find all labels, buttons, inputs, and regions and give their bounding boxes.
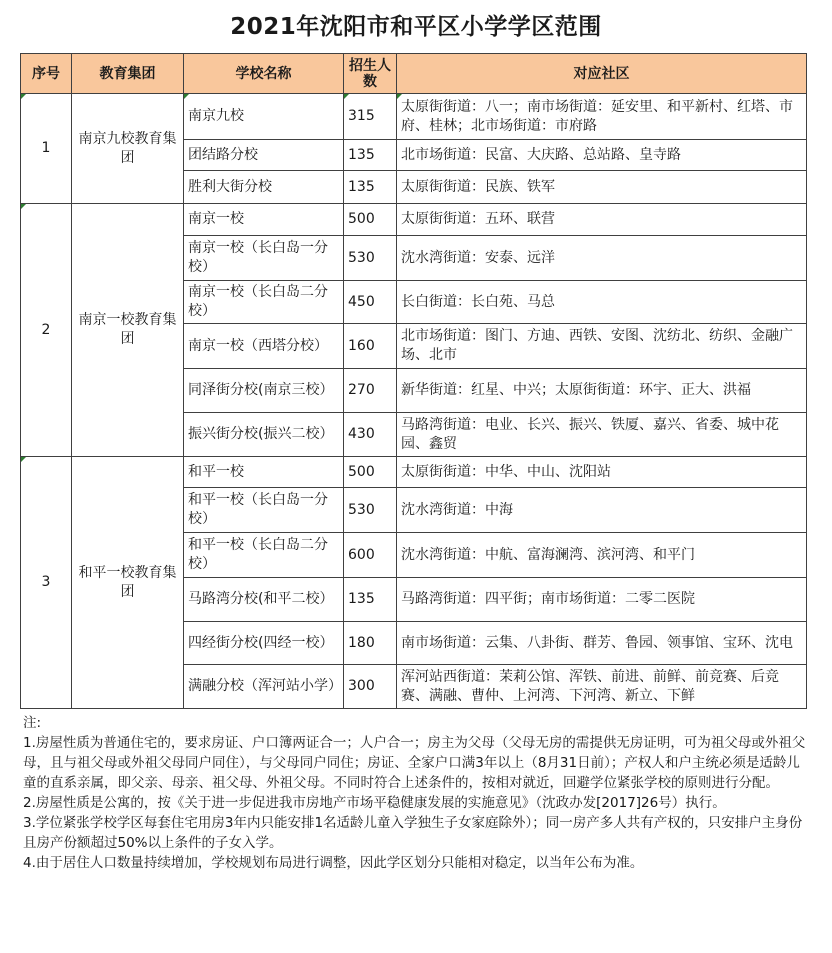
school-quota: 180 xyxy=(344,622,397,665)
school-quota: 530 xyxy=(344,236,397,281)
school-quota: 135 xyxy=(344,140,397,171)
school-name: 团结路分校 xyxy=(184,140,344,171)
school-quota: 500 xyxy=(344,204,397,236)
group-seq: 1 xyxy=(21,94,72,204)
table-header-row xyxy=(21,54,807,94)
page-title: 2021年沈阳市和平区小学学区范围 xyxy=(230,14,602,40)
table-row xyxy=(21,204,807,236)
table-row xyxy=(21,94,807,140)
school-community: 太原街街道：民族、铁军 xyxy=(397,171,807,204)
header-group: 教育集团 xyxy=(72,54,184,94)
school-community: 新华街道：红星、中兴；太原街街道：环宇、正大、洪福 xyxy=(397,369,807,413)
school-community: 南市场街道：云集、八卦街、群芳、鲁园、领事馆、宝环、沈电 xyxy=(397,622,807,665)
note-item: 3.学位紧张学校学区每套住宅用房3年内只能安排1名适龄儿童入学独生子女家庭除外）；同一房产多人共有产权的，只安排户主身份且房产份额超过50%以上条件的子女入学。 xyxy=(23,815,803,851)
school-quota: 530 xyxy=(344,488,397,533)
school-quota: 135 xyxy=(344,171,397,204)
header-community: 对应社区 xyxy=(397,54,807,94)
school-name: 同泽街分校(南京三校） xyxy=(184,369,344,413)
group-name: 南京一校教育集团 xyxy=(72,204,184,457)
school-community: 太原街街道：八一；南市场街道：延安里、和平新村、红塔、市府、桂林；北市场街道：市府路 xyxy=(397,94,807,140)
school-name: 满融分校（浑河站小学） xyxy=(184,665,344,709)
school-community: 沈水湾街道：中航、富海澜湾、滨河湾、和平门 xyxy=(397,533,807,578)
school-name: 和平一校 xyxy=(184,457,344,488)
school-name: 和平一校（长白岛二分校） xyxy=(184,533,344,578)
school-name: 南京一校（长白岛一分校） xyxy=(184,236,344,281)
school-name: 南京一校（西塔分校） xyxy=(184,324,344,369)
notes-label: 注: xyxy=(23,715,42,731)
group-seq: 2 xyxy=(21,204,72,457)
school-community: 沈水湾街道：中海 xyxy=(397,488,807,533)
school-name: 四经街分校(四经一校） xyxy=(184,622,344,665)
school-community: 马路湾街道：电业、长兴、振兴、铁厦、嘉兴、省委、城中花园、鑫贸 xyxy=(397,413,807,457)
note-item: 4.由于居住人口数量持续增加，学校规划布局进行调整，因此学区划分只能相对稳定，以当年公布为准。 xyxy=(23,855,644,871)
school-name: 振兴街分校(振兴二校） xyxy=(184,413,344,457)
group-name: 和平一校教育集团 xyxy=(72,457,184,709)
school-quota: 300 xyxy=(344,665,397,709)
school-quota: 500 xyxy=(344,457,397,488)
school-quota: 135 xyxy=(344,578,397,622)
group-seq: 3 xyxy=(21,457,72,709)
school-community: 太原街街道：五环、联营 xyxy=(397,204,807,236)
school-quota: 430 xyxy=(344,413,397,457)
school-quota: 450 xyxy=(344,281,397,324)
school-community: 北市场街道：民富、大庆路、总站路、皇寺路 xyxy=(397,140,807,171)
group-name: 南京九校教育集团 xyxy=(72,94,184,204)
school-community: 北市场街道：图门、方迪、西铁、安图、沈纺北、纺织、金融广场、北市 xyxy=(397,324,807,369)
school-community: 太原街街道：中华、中山、沈阳站 xyxy=(397,457,807,488)
school-quota: 315 xyxy=(344,94,397,140)
school-name: 胜利大街分校 xyxy=(184,171,344,204)
school-quota: 270 xyxy=(344,369,397,413)
school-community: 沈水湾街道：安泰、远洋 xyxy=(397,236,807,281)
school-name: 南京九校 xyxy=(184,94,344,140)
school-name: 南京一校 xyxy=(184,204,344,236)
school-community: 马路湾街道：四平街；南市场街道：二零二医院 xyxy=(397,578,807,622)
school-name: 和平一校（长白岛一分校） xyxy=(184,488,344,533)
school-quota: 160 xyxy=(344,324,397,369)
notes-section xyxy=(23,713,808,873)
table-row xyxy=(21,457,807,488)
note-item: 1.房屋性质为普通住宅的，要求房证、户口簿两证合一；人户合一；房主为父母（父母无房的需提供无房证明，可为祖父母或外祖父母，且与祖父母或外祖父母同户同住），与父母同户同住；房证、全家户口满3年以上（8月31日前）；产权人和户主统必须是适龄儿童的直系亲属，即父亲、母亲、祖父母、外祖父母。不同时符合上述条件的，按相对就近，回避学位紧张学校的原则进行分配。 xyxy=(23,735,806,791)
school-name: 南京一校（长白岛二分校） xyxy=(184,281,344,324)
school-community: 浑河站西街道：茉莉公馆、浑铁、前进、前鲜、前竞赛、后竞赛、满融、曹仲、上河湾、下河湾、新立、下鲜 xyxy=(397,665,807,709)
note-item: 2.房屋性质是公寓的，按《关于进一步促进我市房地产市场平稳健康发展的实施意见》（沈政办发[2017]26号）执行。 xyxy=(23,795,726,811)
school-name: 马路湾分校(和平二校） xyxy=(184,578,344,622)
school-quota: 600 xyxy=(344,533,397,578)
header-quota: 招生人数 xyxy=(344,54,397,94)
school-district-table xyxy=(20,53,807,709)
school-community: 长白街道：长白苑、马总 xyxy=(397,281,807,324)
header-school: 学校名称 xyxy=(184,54,344,94)
header-seq: 序号 xyxy=(21,54,72,94)
